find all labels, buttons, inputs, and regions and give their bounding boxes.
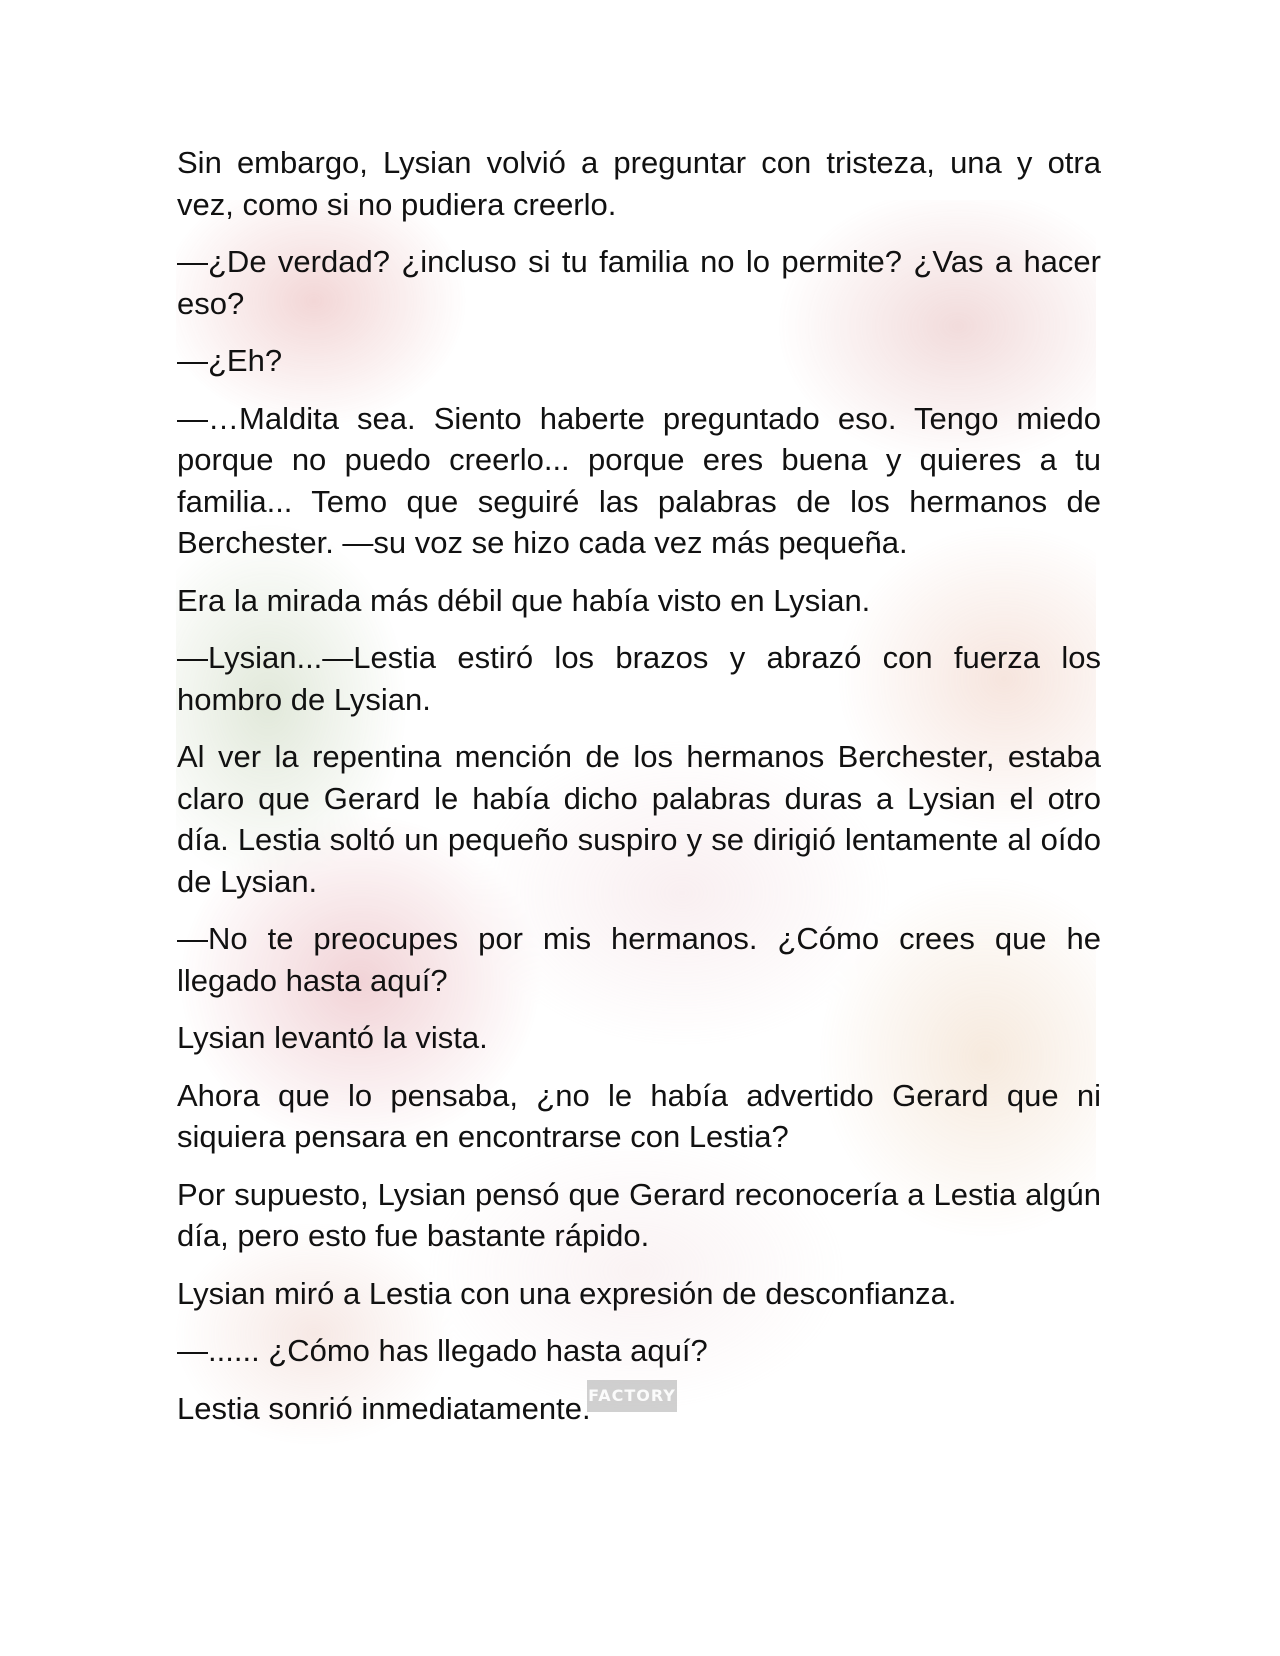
paragraph-9: Lysian levantó la vista. <box>177 1020 488 1055</box>
paragraph-8: —No te preocupes por mis hermanos. ¿Cómo crees que he llegado hasta aquí? <box>177 921 1101 998</box>
paragraph-12: Lysian miró a Lestia con una expresión de desconfianza. <box>177 1275 957 1311</box>
paragraph-5: Era la mirada más débil que había visto en Lysian. <box>177 582 871 618</box>
paragraph-13: —...... ¿Cómo has llegado hasta aquí? <box>177 1333 708 1368</box>
paragraph-7: Al ver la repentina mención de los hermanos Berchester, estaba claro que Gerard le había dicho palabras duras a Lysian el otro día. Lestia soltó un pequeño suspiro y se dirigió lentamente al oído de Lysian. <box>177 739 1101 899</box>
paragraph-2: —¿De verdad? ¿incluso si tu familia no lo permite? ¿Vas a hacer eso? <box>177 244 1101 321</box>
document-body <box>177 142 1101 1445</box>
paragraph-14: Lestia sonrió inmediatamente. <box>177 1390 591 1426</box>
paragraph-11: Por supuesto, Lysian pensó que Gerard reconocería a Lestia algún día, pero esto fue bastante rápido. <box>177 1176 1101 1253</box>
paragraph-3: —¿Eh? <box>177 343 283 378</box>
paragraph-10: Ahora que lo pensaba, ¿no le había advertido Gerard que ni siquiera pensara en encontrarse con Lestia? <box>177 1077 1101 1154</box>
paragraph-4: —…Maldita sea. Siento haberte preguntado eso. Tengo miedo porque no puedo creerlo... porque eres buena y quieres a tu familia... Temo que seguiré las palabras de los hermanos de Berchester. —su voz se hizo cada vez más pequeña. <box>177 400 1101 560</box>
watermark-logo: FACTORY <box>587 1380 677 1412</box>
paragraph-1: Sin embargo, Lysian volvió a preguntar con tristeza, una y otra vez, como si no pudiera creerlo. <box>177 145 1101 222</box>
paragraph-6: —Lysian...—Lestia estiró los brazos y abrazó con fuerza los hombro de Lysian. <box>177 640 1101 717</box>
